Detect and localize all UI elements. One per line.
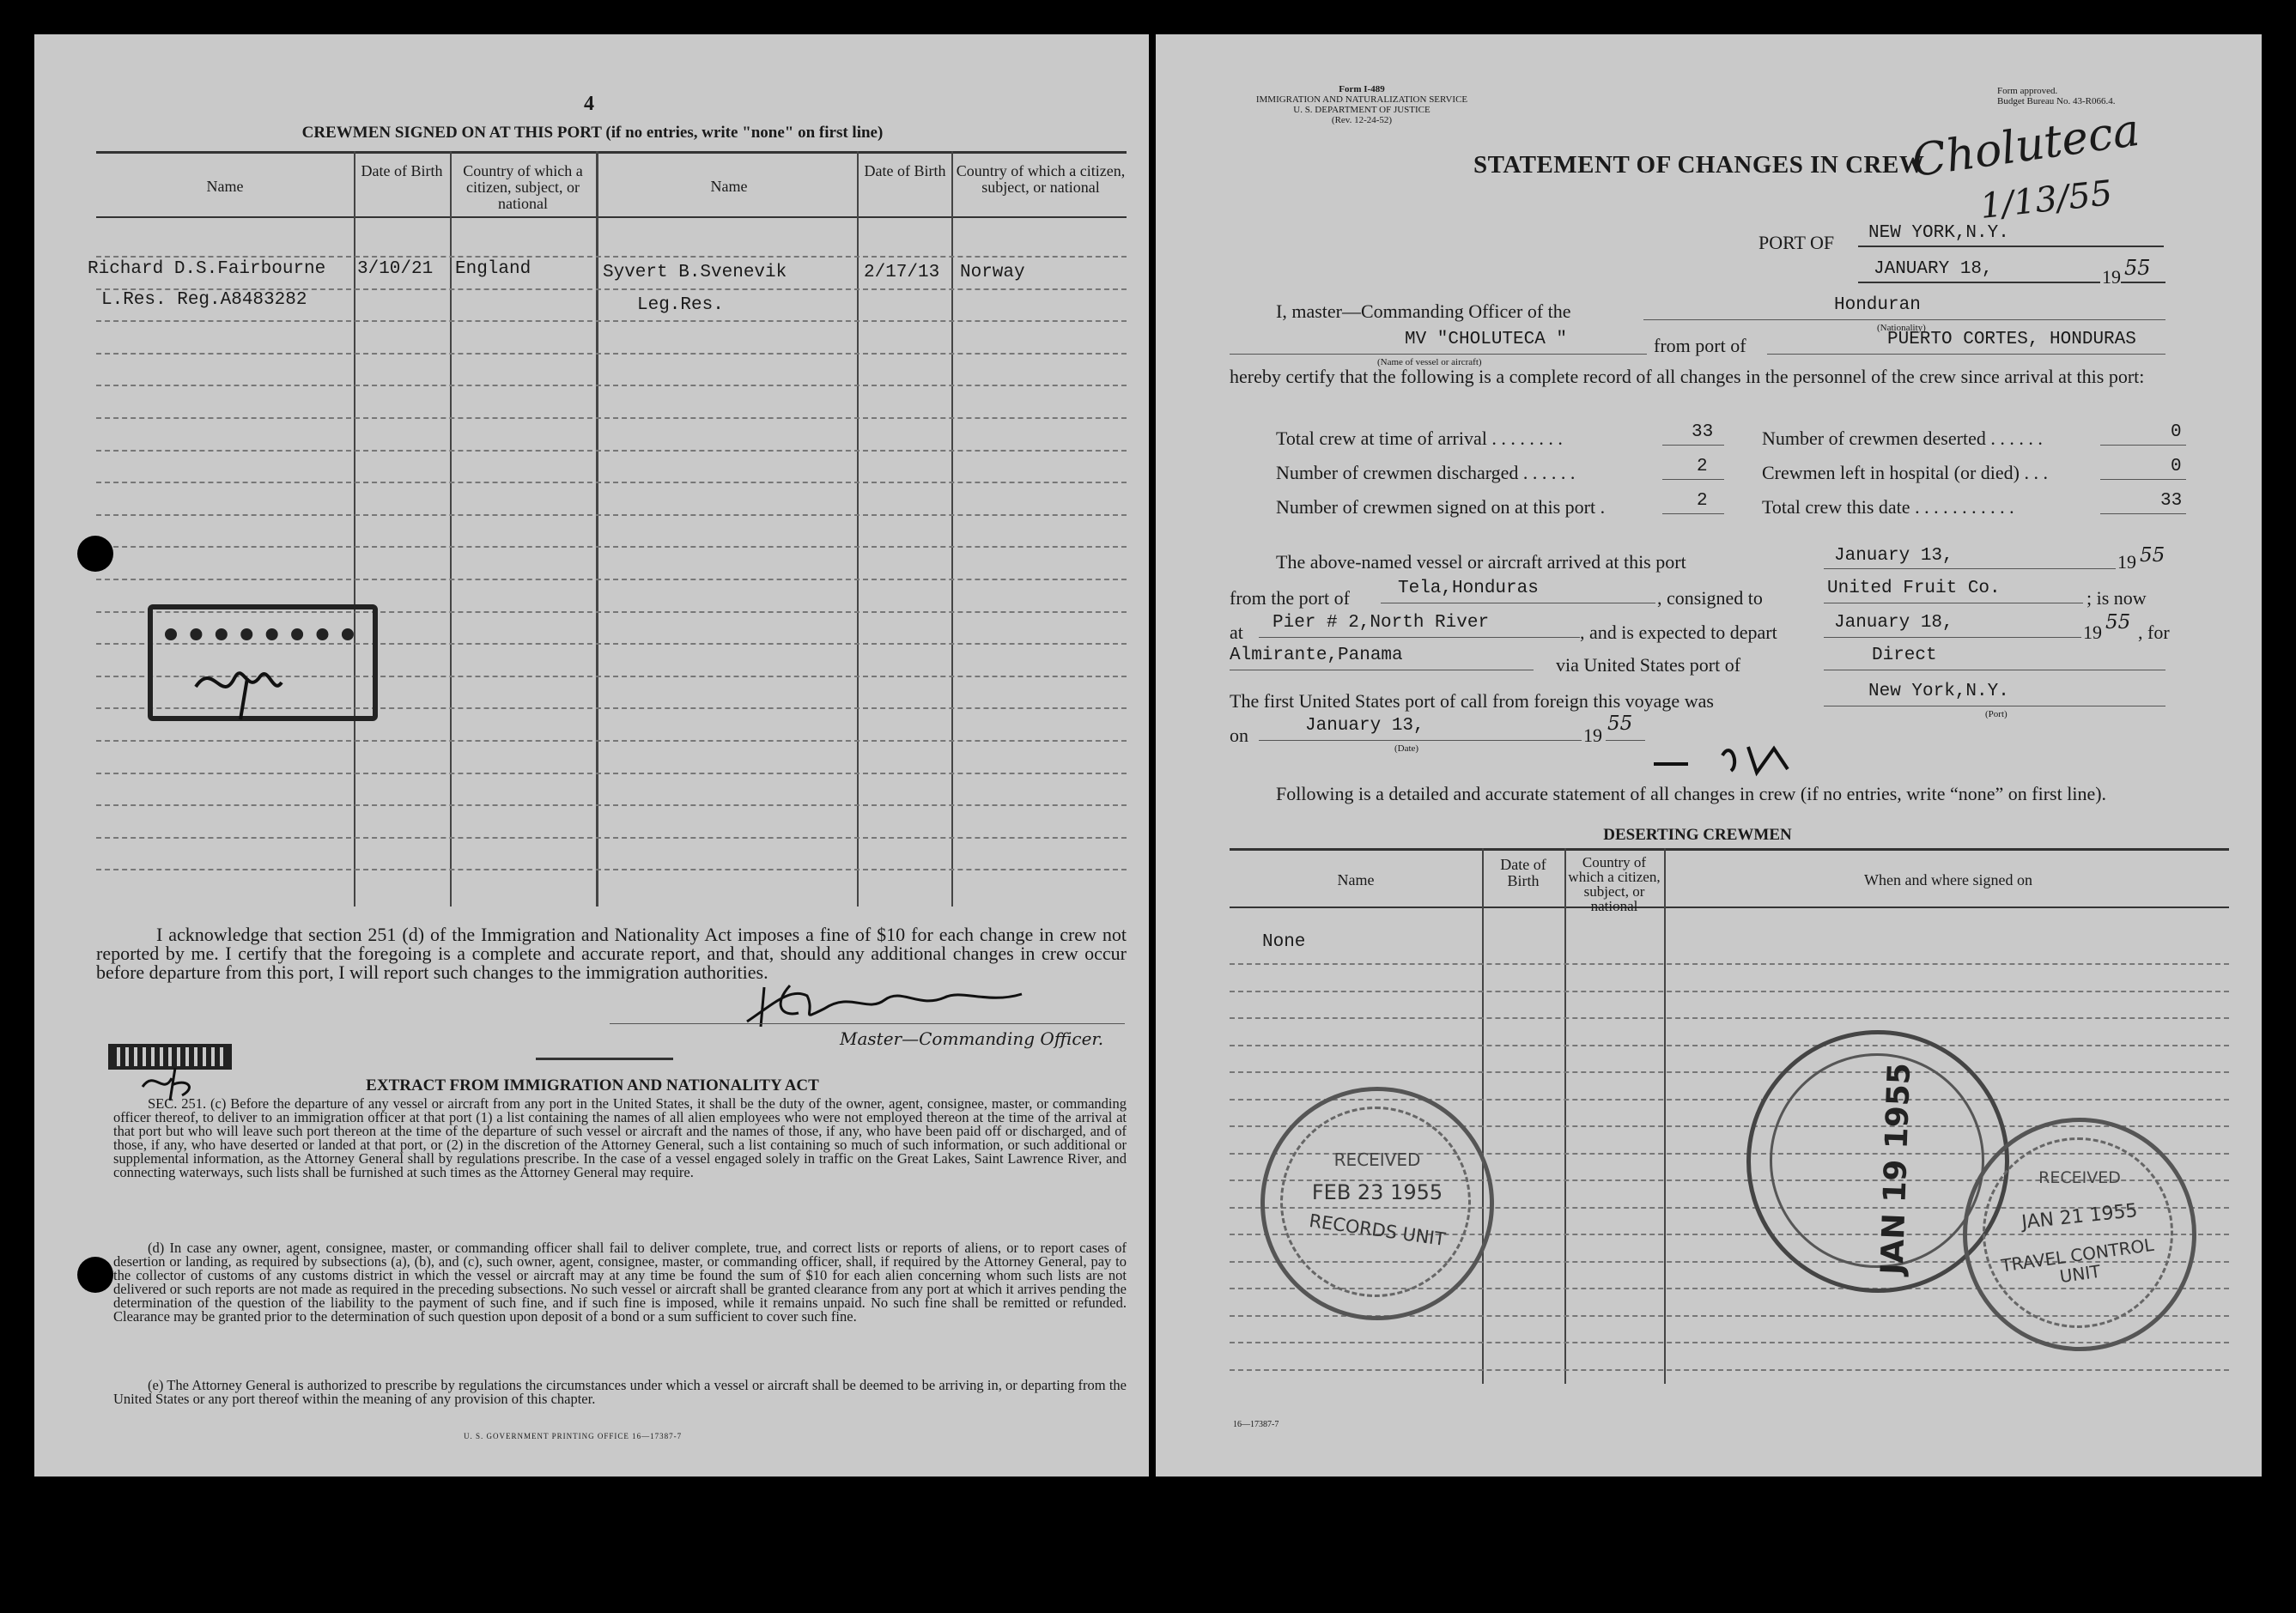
signature-caption: Master—Commanding Officer. (840, 1028, 1104, 1049)
following-text: Following is a detailed and accurate statement of all changes in crew (if no entries, write “none” on first line). (1276, 783, 2107, 804)
handwritten-vessel-name: Choluteca (1909, 104, 2143, 188)
on-date: January 13, (1305, 716, 1424, 736)
extract-sec-251-e: (e) The Attorney General is authorized to prescribe by regulations the circumstances under which a vessel or aircraft shall be deemed to be arriving in, or departing from the United States or any port thereof within the meaning of any provision of this chapter. (113, 1377, 1127, 1407)
handwritten-date: 1/13/55 (1978, 173, 2115, 227)
form-footer-number: 16—17387-7 (1233, 1420, 1279, 1429)
mail-stamp-date: JAN 19 1955 (1874, 1062, 1918, 1276)
table-row-rule (96, 773, 1127, 774)
left-page (34, 34, 1149, 1477)
deserted-label: Number of crewmen deserted . . . . . . (1762, 428, 2043, 449)
on-label: on (1230, 725, 1248, 746)
total-arrival-value: 33 (1692, 422, 1714, 442)
certify-text: hereby certify that the following is a complete record of all changes in the personnel of the crew since arrival at this port: (1230, 366, 2145, 387)
table-row-rule (1230, 963, 2229, 965)
from-port-label: from port of (1654, 335, 1746, 356)
table-row-rule (1230, 1071, 2229, 1073)
first-port-value: New York,N.Y. (1868, 682, 2009, 701)
depart-label: , and is expected to depart (1580, 622, 1777, 643)
travel-control-stamp (1963, 1118, 2196, 1351)
deserting-header-when-where: When and where signed on (1864, 871, 2032, 888)
consigned-label: , consigned to (1657, 587, 1763, 609)
table-row-rule (1230, 1045, 2229, 1046)
arrived-year-prefix: 19 (2117, 551, 2136, 573)
section-title: CREWMEN SIGNED ON AT THIS PORT (if no entries, write "none" on first line) (301, 124, 884, 142)
header-dob-left: Date of Birth (361, 162, 443, 179)
total-arrival-label: Total crew at time of arrival . . . . . . . . (1276, 428, 1563, 449)
deserting-title: DESERTING CREWMEN (1603, 826, 1792, 844)
on-year-prefix: 19 (1583, 725, 1602, 746)
table-row-rule (96, 450, 1127, 452)
hospital-value: 0 (2171, 457, 2182, 476)
master-signature (738, 979, 1048, 1030)
table-row-rule (96, 320, 1127, 322)
arrived-date: January 13, (1834, 546, 1953, 566)
budget-bureau: Budget Bureau No. 43-R066.4. (1997, 96, 2116, 106)
acknowledgment-text: I acknowledge that section 251 (d) of the Immigration and Nationality Act imposes a fine of $10 for each change in crew not reported by me. I certify that the foregoing is a complete and accurate report, and that, should any additional changes in crew occur before departure from this port, I will report such changes to the immigration authorities. (96, 924, 1127, 983)
first-port-caption: (Port) (1985, 709, 2007, 719)
travel-unit-text: TRAVEL CONTROL UNIT (2000, 1234, 2155, 1288)
via-label: via United States port of (1556, 654, 1741, 676)
consigned-value: United Fruit Co. (1827, 579, 2001, 598)
extract-title: EXTRACT FROM IMMIGRATION AND NATIONALITY ACT (366, 1076, 819, 1095)
extract-sec-251-c: SEC. 251. (c) Before the departure of any vessel or aircraft from any port in the United States, it shall be the duty of the owner, agent, consignee, master, or commanding officer thereof, to deliver to an immigration officer at that port (1) a list containing the names of all alien employees who were not employed thereon at the time of the arrival at that port but who will leave such port thereon at the time of the departure of such vessel or aircraft and the names of those, if any, who have been paid off or discharged, and of those, if any, who have deserted or landed at that port, or (2) in the discretion of the Attorney General, such a list containing so much of such information, or such additional or supplemental information, as the Attorney General shall by regulations prescribe. In the case of a vessel engaged solely in traffic on the Great Lakes, Saint Lawrence River, and connecting waterways, such lists shall be furnished at such times as the Attorney General may require. (113, 1095, 1127, 1180)
page-number: 4 (584, 93, 594, 115)
report-year-prefix: 19 (2102, 266, 2121, 288)
total-date-value: 33 (2160, 491, 2183, 511)
header-country-right: Country of which a citizen, subject, or national (956, 162, 1126, 196)
destination-value: Almirante,Panama (1230, 646, 1403, 665)
records-stamp-date: FEB 23 1955 (1311, 1180, 1443, 1204)
deserted-value: 0 (2171, 422, 2182, 442)
vessel-name: MV "CHOLUTECA " (1405, 330, 1568, 349)
at-value: Pier # 2,North River (1273, 613, 1490, 633)
stamp-initials-mark (187, 644, 290, 721)
header-dob-right: Date of Birth (864, 162, 946, 179)
at-label: at (1230, 622, 1243, 643)
port-of-value: NEW YORK,N.Y. (1868, 223, 2009, 243)
crew-country-2: Norway (960, 263, 1025, 282)
via-value: Direct (1872, 646, 1937, 665)
arrived-label: The above-named vessel or aircraft arrived at this port (1276, 551, 1686, 573)
deserting-first-entry: None (1262, 932, 1306, 952)
right-page (1156, 34, 2262, 1477)
table-row-rule (96, 256, 1127, 258)
table-row-rule (1230, 1017, 2229, 1019)
on-date-caption: (Date) (1394, 743, 1419, 754)
depart-date: January 18, (1834, 613, 1953, 633)
cancel-stamp (148, 604, 378, 721)
from-port-of-label: from the port of (1230, 587, 1350, 609)
report-date: JANUARY 18, (1874, 259, 1993, 279)
from-port-value: PUERTO CORTES, HONDURAS (1887, 330, 2136, 349)
from-port-of-value: Tela,Honduras (1398, 579, 1539, 598)
header-name-right: Name (710, 178, 748, 195)
crew-name-1: Richard D.S.Fairbourne (88, 259, 326, 279)
crew-note-1: L.Res. Reg.A8483282 (101, 290, 307, 310)
crew-country-1: England (455, 259, 531, 279)
port-of-label: PORT OF (1758, 232, 1835, 253)
table-row-rule (96, 869, 1127, 870)
first-port-label: The first United States port of call from foreign this voyage was (1230, 690, 1714, 712)
revision-date: (Rev. 12-24-52) (1331, 115, 1393, 125)
on-year: 55 (1607, 713, 1633, 735)
header-name-left: Name (206, 178, 244, 195)
table-row-rule (1230, 1369, 2229, 1371)
records-unit-text: RECORDS UNIT (1308, 1210, 1447, 1251)
table-row-rule (96, 353, 1127, 355)
table-row-rule (96, 804, 1127, 806)
table-row-rule (96, 546, 1127, 548)
crew-dob-1: 3/10/21 (357, 259, 434, 279)
arrived-year: 55 (2140, 544, 2165, 567)
travel-stamp-date: JAN 21 1955 (2020, 1199, 2139, 1234)
printing-office-line: U. S. GOVERNMENT PRINTING OFFICE 16—17387-7 (464, 1432, 683, 1440)
punch-hole-bottom (77, 1257, 113, 1293)
nationality-value: Honduran (1834, 295, 1921, 315)
signed-on-label: Number of crewmen signed on at this port . (1276, 496, 1606, 518)
discharged-label: Number of crewmen discharged . . . . . . (1276, 462, 1576, 483)
crew-dob-2: 2/17/13 (864, 263, 940, 282)
table-row-rule (96, 579, 1127, 580)
department-name: U. S. DEPARTMENT OF JUSTICE (1293, 105, 1430, 115)
form-header-block (1224, 84, 1499, 125)
deserting-header-country: Country of which a citizen, subject, or national (1568, 854, 1661, 914)
signed-on-value: 2 (1697, 491, 1708, 511)
depart-year: 55 (2105, 611, 2131, 634)
table-row-rule (96, 385, 1127, 386)
punch-hole-top (77, 536, 113, 572)
form-number: Form I-489 (1339, 84, 1385, 94)
deserting-header-name: Name (1337, 871, 1375, 888)
header-country-left: Country of which a citizen, subject, or national (463, 162, 583, 212)
discharged-value: 2 (1697, 457, 1708, 476)
records-received-text: RECEIVED (1333, 1149, 1421, 1170)
master-label: I, master—Commanding Officer of the (1276, 300, 1571, 322)
extract-sec-251-d: (d) In case any owner, agent, consignee, master, or commanding officer shall fail to deliver complete, true, and correct lists or reports of aliens, or to report cases of desertion or landing, as required by subsections (a), (b), and (c), such owner, agent, consignee, master, or commanding officer, shall, if required by the Attorney General, pay to the collector of customs of any customs district in which the vessel or aircraft may at any time be found the sum of $10 for each alien concerning whom such lists are not delivered or such reports are not made as required in the preceding subsections. No such vessel or aircraft shall be granted clearance from any port at which it arrives pending the determination of the question of the liability to the payment of such fine, and if such fine is imposed, while it remains unpaid. No such fine shall be remitted or refunded. Clearance may be granted prior to the determination of such question upon deposit of a bond or a sum sufficient to cover such fine. (113, 1240, 1127, 1325)
hospital-label: Crewmen left in hospital (or died) . . . (1762, 462, 2048, 483)
is-now-label: ; is now (2086, 587, 2147, 609)
travel-received-text: RECEIVED (2038, 1168, 2121, 1187)
table-row-rule (96, 482, 1127, 483)
total-date-label: Total crew this date . . . . . . . . . . . (1762, 496, 2014, 518)
deserting-header-dob: Date of Birth (1500, 856, 1546, 889)
crew-name-2: Syvert B.Svenevik (603, 263, 787, 282)
table-row-rule (96, 837, 1127, 839)
table-row-rule (96, 514, 1127, 516)
form-approved: Form approved. (1997, 86, 2058, 96)
nationality-caption: (Nationality) (1877, 323, 1926, 333)
vessel-caption: (Name of vessel or aircraft) (1377, 357, 1482, 367)
report-year: 55 (2124, 256, 2151, 280)
records-unit-stamp (1260, 1087, 1494, 1320)
approval-block (1997, 86, 2115, 106)
table-row-rule (1230, 991, 2229, 992)
for-label: , for (2138, 622, 2170, 643)
crew-note-2: Leg.Res. (637, 295, 724, 315)
table-row-rule (96, 740, 1127, 742)
table-row-rule (96, 417, 1127, 419)
handwritten-scribble (1637, 730, 1808, 781)
depart-year-prefix: 19 (2083, 622, 2102, 643)
form-title: STATEMENT OF CHANGES IN CREW (1473, 151, 1925, 179)
agency-name: IMMIGRATION AND NATURALIZATION SERVICE (1255, 94, 1468, 105)
